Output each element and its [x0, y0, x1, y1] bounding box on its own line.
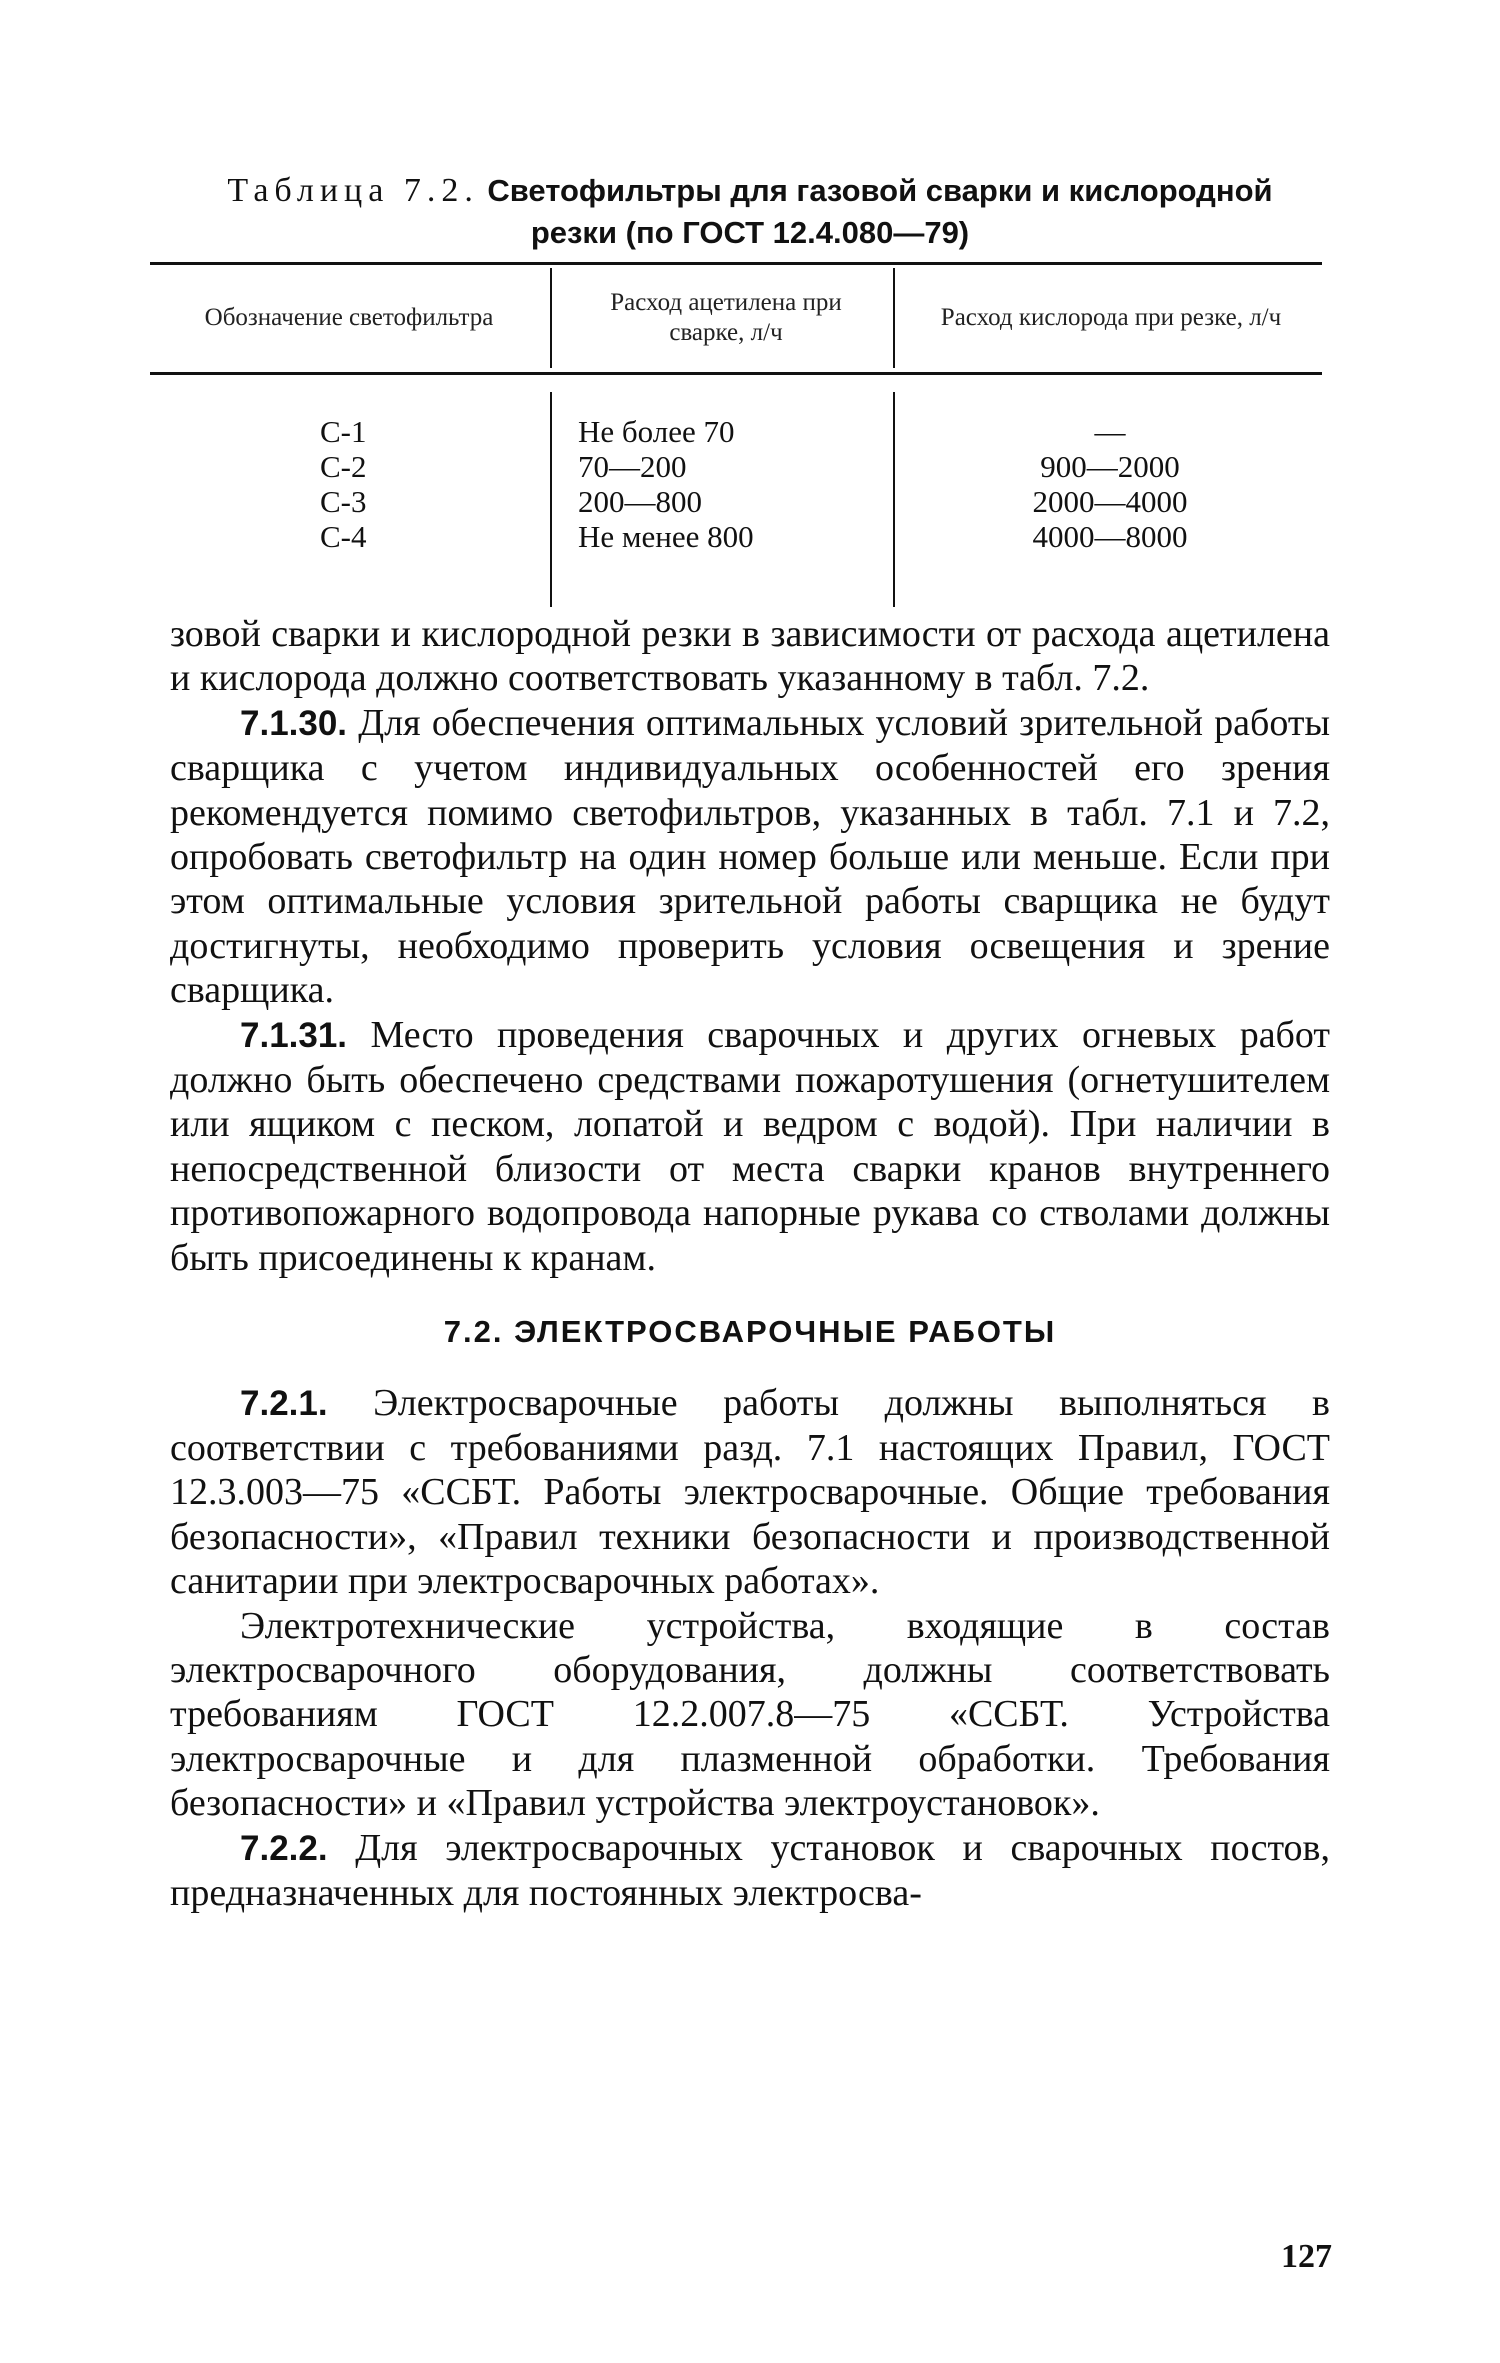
- cell-acetylene: 200—800: [578, 484, 702, 519]
- cell-oxygen: 900—2000: [1040, 449, 1180, 484]
- clause-number: 7.1.30.: [240, 703, 348, 743]
- table-header-rule: [150, 372, 1322, 375]
- filters-table: [150, 262, 1322, 612]
- clause-number: 7.2.1.: [240, 1383, 328, 1423]
- paragraph-7-1-30: [170, 701, 1330, 1013]
- paragraph-electrotech: Электротехнические устройства, входящие в состав электросварочного оборудования, должны соответствовать требованиям ГОСТ 12.2.007.8—75 «ССБТ. Устройства электросварочные и для плазменной обработки. Требования безопасности» и «Правил устройства электроустановок».: [170, 1604, 1330, 1825]
- table-top-rule: [150, 262, 1322, 265]
- cell-oxygen: —: [1094, 414, 1126, 449]
- table-divider: [893, 392, 895, 607]
- cell-acetylene: 70—200: [578, 449, 687, 484]
- table-divider: [550, 268, 552, 368]
- paragraph-7-2-1: [170, 1381, 1330, 1604]
- page-number: 127: [1281, 2238, 1332, 2275]
- cell-acetylene: Не менее 800: [578, 519, 754, 554]
- clause-text: Для электросварочных установок и сварочных постов, предназначенных для постоянных электросва-: [170, 1826, 1331, 1914]
- section-title: 7.2. ЭЛЕКТРОСВАРОЧНЫЕ РАБОТЫ: [443, 1314, 1057, 1350]
- table-caption-label: Таблица 7.2.: [227, 172, 479, 209]
- clause-number: 7.2.2.: [240, 1828, 328, 1868]
- cell-oxygen: 2000—4000: [1032, 484, 1188, 519]
- table-divider: [550, 392, 552, 607]
- clause-text: Электросварочные работы должны выполняться в соответствии с требованиями разд. 7.1 настоящих Правил, ГОСТ 12.3.003—75 «ССБТ. Работы электросварочные. Общие требования безопасности», «Правил техники безопасности и производственной санитарии при электросварочных работах».: [170, 1381, 1331, 1603]
- cell-filter: С-1: [320, 414, 367, 449]
- table-divider: [893, 268, 895, 368]
- cell-oxygen: 4000—8000: [1032, 519, 1188, 554]
- column-filter: [320, 414, 440, 554]
- paragraph-continued: зовой сварки и кислородной резки в зависимости от расхода ацетилена и кислорода должно соответствовать указанному в табл. 7.2.: [170, 613, 1330, 700]
- table-caption: [170, 170, 1330, 254]
- header-filter: Обозначение светофильтра: [204, 304, 494, 331]
- cell-filter: С-3: [320, 484, 367, 519]
- paragraph-7-2-2: [170, 1826, 1330, 1916]
- clause-text: Для обеспечения оптимальных условий зрительной работы сварщика с учетом индивидуальных особенностей его зрения рекомендуется помимо светофильтров, указанных в табл. 7.1 и 7.2, опробовать светофильтр на один номер больше или меньше. Если при этом оптимальные условия зрительной работы сварщика не будут достигнуты, необходимо проверить условия освещения и зрение сварщика.: [170, 701, 1331, 1012]
- column-acetylene: [578, 414, 878, 554]
- cell-acetylene: Не более 70: [578, 414, 735, 449]
- header-oxygen: Расход кислорода при резке, л/ч: [940, 304, 1282, 331]
- column-oxygen: [910, 414, 1310, 554]
- cell-filter: С-2: [320, 449, 367, 484]
- header-acetylene: Расход ацетилена при сварке, л/ч: [610, 289, 842, 346]
- table-caption-title-2: резки (по ГОСТ 12.4.080—79): [530, 215, 970, 250]
- cell-filter: С-4: [320, 519, 367, 554]
- paragraph-7-1-31: [170, 1013, 1330, 1280]
- table-caption-title-1: Светофильтры для газовой сварки и кислородной: [487, 173, 1273, 208]
- clause-number: 7.1.31.: [240, 1015, 348, 1055]
- body-text: [170, 612, 1330, 1915]
- clause-text: Место проведения сварочных и других огневых работ должно быть обеспечено средствами пожаротушения (огнетушителем или ящиком с песком, лопатой и ведром с водой). При наличии в непосредственной близости от места сварки кранов внутреннего противопожарного водопровода напорные рукава со стволами должны быть присоединены к кранам.: [170, 1013, 1330, 1279]
